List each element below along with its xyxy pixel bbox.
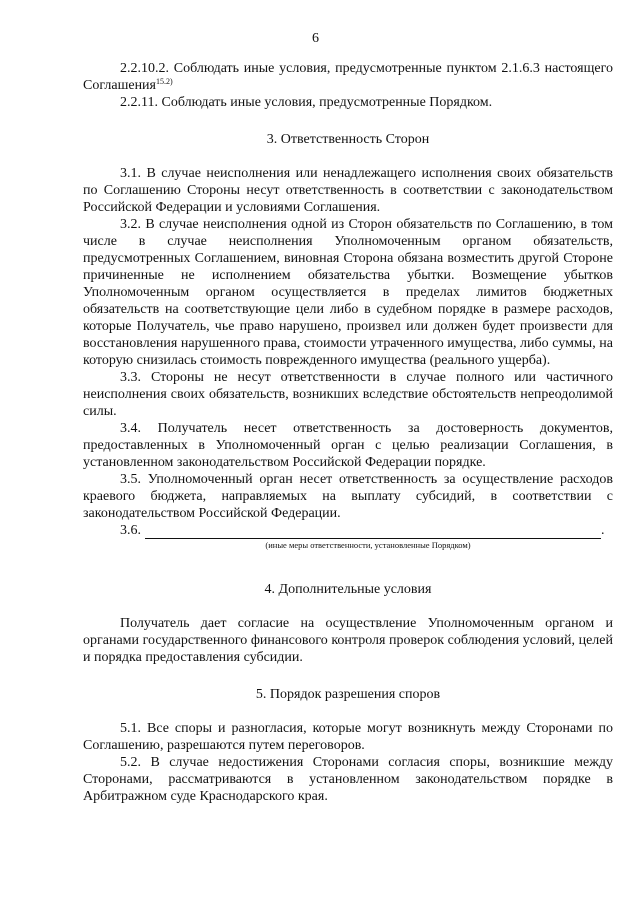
- page-number: 6: [312, 31, 319, 46]
- clause-3-5: 3.5. Уполномоченный орган несет ответственность за осуществление расходов краевого бюджета, направляемых на выплату субсидий, в соответствии с законодательством Российской Федерации.: [83, 472, 613, 521]
- footnote-ref: 15.2): [156, 77, 173, 86]
- clause-3-3: 3.3. Стороны не несут ответственности в случае полного или частичного неисполнения своих обязательств, возникших вследствие обстоятельств непреодолимой силы.: [83, 370, 613, 419]
- clause-5-1: 5.1. Все споры и разногласия, которые могут возникнуть между Сторонами по Соглашению, разрешаются путем переговоров.: [83, 721, 613, 753]
- clause-2-2-10-2: [83, 60, 613, 94]
- clause-5-2: 5.2. В случае недостижения Сторонами согласия споры, возникшие между Сторонами, рассматриваются в установленном законодательством порядке в Арбитражном суде Краснодарского края.: [83, 755, 613, 804]
- clause-3-6: [83, 522, 613, 539]
- section-5-heading: 5. Порядок разрешения споров: [255, 687, 441, 702]
- clause-3-6-end: .: [601, 523, 605, 538]
- section-3-heading: 3. Ответственность Сторон: [266, 132, 430, 147]
- document-body: [83, 60, 613, 805]
- section-4-paragraph: Получатель дает согласие на осуществление Уполномоченным органом и органами государственного финансового контроля проверок соблюдения условий, целей и порядка предоставления субсидии.: [83, 616, 613, 665]
- clause-3-4: 3.4. Получатель несет ответственность за достоверность документов, предоставленных в Уполномоченный орган с целью реализации Соглашения, в установленном законодательством Российской Федерации порядке.: [83, 421, 613, 470]
- clause-3-2: 3.2. В случае неисполнения одной из Сторон обязательств по Соглашению, в том числе в случае неисполнения Уполномоченным органом обязательств, предусмотренных Соглашением, виновная Сторона обязана возместить другой Стороне причиненные не исполнением обязательства убытки. Возмещение убытков Уполномоченным органом осуществляется в пределах лимитов бюджетных обязательств на соответствующие цели либо в судебном порядке в размере расходов, которые Получатель, чье право нарушено, произвел или должен будет произвести для восстановления нарушенного права, стоимости утраченного имущества, либо суммы, на которую снизилась стоимость поврежденного имущества (реального ущерба).: [83, 217, 613, 368]
- clause-3-1: 3.1. В случае неисполнения или ненадлежащего исполнения своих обязательств по Соглашению Стороны несут ответственность в соответствии с законодательством Российской Федерации и условиями Соглашения.: [83, 166, 613, 215]
- clause-3-6-label: 3.6.: [120, 523, 141, 538]
- clause-2-2-11: 2.2.11. Соблюдать иные условия, предусмотренные Порядком.: [120, 95, 493, 110]
- section-4-heading: 4. Дополнительные условия: [264, 582, 432, 597]
- clause-2-2-10-2-text: 2.2.10.2. Соблюдать иные условия, предусмотренные пунктом 2.1.6.3 настоящего Соглашения: [83, 61, 613, 93]
- clause-3-6-blank: [145, 525, 601, 539]
- clause-3-6-caption: (иные меры ответственности, установленные Порядком): [265, 540, 471, 550]
